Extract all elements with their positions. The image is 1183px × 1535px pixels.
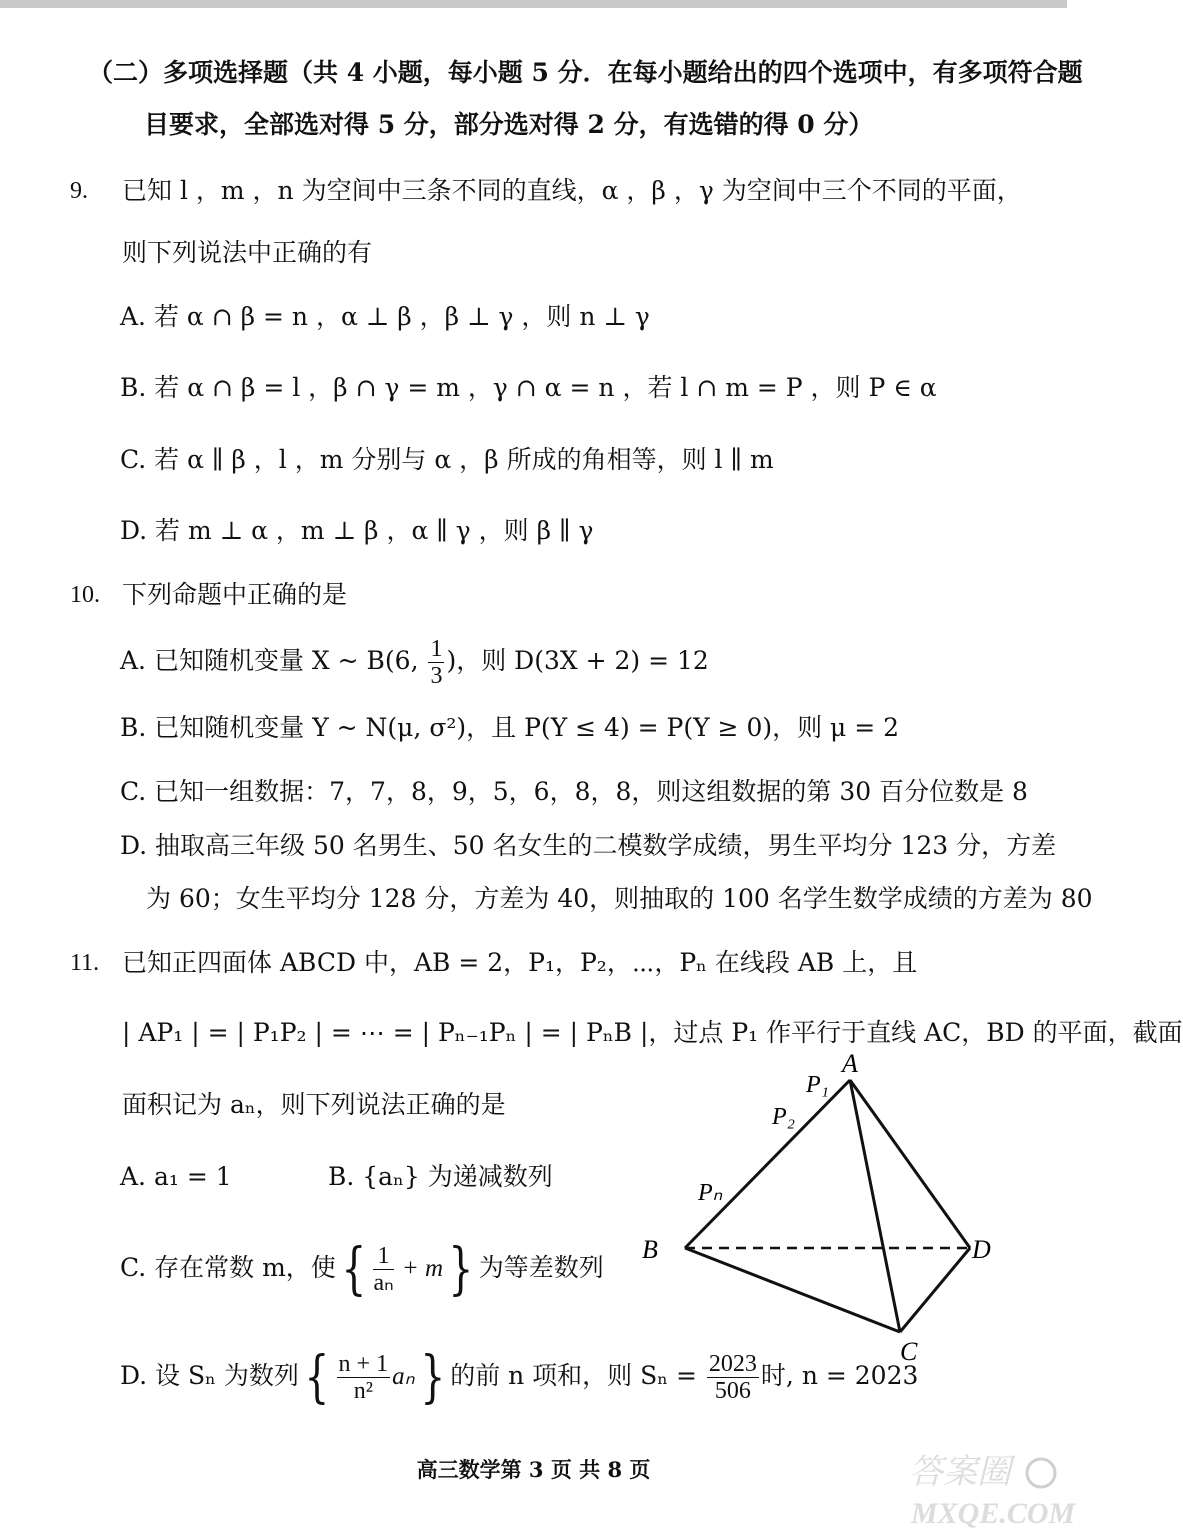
vertex-a-label: A — [842, 1049, 858, 1078]
q10-option-b: B. 已知随机变量 Y ~ N(μ, σ²)，且 P(Y ≤ 4) = P(Y ≥ 0)，则 μ = 2 — [120, 713, 900, 742]
page-footer: 高三数学第 3 页 共 8 页 — [416, 1457, 651, 1482]
point-p1-label: P₁ — [806, 1072, 830, 1098]
q11-stem-line1: 已知正四面体 ABCD 中，AB = 2，P₁，P₂，⋯，Pₙ 在线段 AB 上，且 — [122, 948, 918, 977]
left-brace: { — [304, 1344, 330, 1410]
q11-option-a: A. a₁ = 1 — [120, 1162, 232, 1191]
q9-option-c: C. 若 α ∥ β ，l ，m 分别与 α ，β 所成的角相等，则 l ∥ m — [120, 445, 774, 474]
q10-option-c: C. 已知一组数据：7，7，8，9，5，6，8，8，则这组数据的第 30 百分位数是 8 — [120, 777, 1028, 806]
edge-ac — [850, 1080, 900, 1332]
q11-option-c-pre: C. 存在常数 m，使 — [120, 1253, 336, 1282]
q11-c-fraction-den: aₙ — [373, 1270, 394, 1296]
left-brace: { — [341, 1236, 367, 1302]
q11-c-fraction-num: 1 — [373, 1243, 393, 1270]
q11-option-d-fraction — [337, 1351, 391, 1404]
scan-top-edge — [0, 0, 1067, 8]
q9-option-b: B. 若 α ∩ β = l ，β ∩ γ = m ，γ ∩ α = n ，若 l ∩ m = P ，则 P ∈ α — [120, 373, 937, 402]
right-brace: } — [448, 1236, 474, 1302]
q11-d-value-num: 2023 — [708, 1351, 757, 1377]
tetrahedron-figure — [630, 1040, 1010, 1380]
edge-bc — [685, 1248, 900, 1332]
q11-d-fraction-num: n + 1 — [338, 1351, 389, 1377]
point-pn-label: Pₙ — [698, 1180, 723, 1206]
vertex-b-label: B — [642, 1235, 658, 1264]
q11-option-b: B. {aₙ} 为递减数列 — [328, 1162, 553, 1191]
edge-ab — [685, 1080, 850, 1248]
section-title-line2: 目要求，全部选对得 5 分，部分选对得 2 分，有选错的得 0 分） — [144, 110, 874, 139]
q9-option-a: A. 若 α ∩ β = n ，α ⊥ β ，β ⊥ γ ，则 n ⊥ γ — [120, 302, 650, 331]
q10-a-fraction-den: 3 — [430, 663, 443, 689]
q10-option-a-pre: A. 已知随机变量 X ~ B(6, — [120, 646, 427, 675]
watermark-logo — [909, 1431, 1076, 1531]
q11-stem-line3: 面积记为 aₙ，则下列说法正确的是 — [122, 1090, 506, 1119]
edge-cd — [900, 1248, 970, 1332]
q11-option-d-mid: 的前 n 项和，则 Sₙ = — [450, 1361, 697, 1390]
q11-option-c-post: 为等差数列 — [478, 1253, 604, 1282]
q10-stem: 下列命题中正确的是 — [122, 580, 348, 609]
section-title-line1: （二）多项选择题（共 4 小题，每小题 5 分．在每小题给出的四个选项中，有多项符合题 — [88, 58, 1083, 87]
q11-option-c-fraction — [373, 1243, 393, 1296]
point-p2-label: P₂ — [772, 1104, 796, 1130]
q10-option-d-line2: 为 60；女生平均分 128 分，方差为 40，则抽取的 100 名学生数学成绩的方差为 80 — [146, 884, 1093, 913]
q10-option-a — [120, 634, 709, 689]
q9-stem-line2: 则下列说法中正确的有 — [122, 238, 373, 267]
svg-text:答案圈: 答案圈 — [909, 1454, 1011, 1491]
right-brace: } — [419, 1344, 445, 1410]
q11-option-d-post: 时, n = 2023 — [760, 1361, 919, 1390]
q9-option-d: D. 若 m ⊥ α ，m ⊥ β ，α ∥ γ ，则 β ∥ γ — [120, 516, 594, 545]
q11-option-d-inner: aₙ — [392, 1363, 415, 1390]
q11-option-c-inner: + m — [395, 1255, 444, 1282]
q11-d-value-den: 506 — [714, 1378, 751, 1404]
q11-option-c — [120, 1228, 604, 1310]
q11-stem-line2: | AP₁ | = | P₁P₂ | = ⋯ = | Pₙ₋₁Pₙ | = | PₙB |，过点 P₁ 作平行于直线 AC，BD 的平面，截面 — [122, 1018, 1183, 1047]
q10-a-fraction-num: 1 — [430, 636, 443, 662]
q11-d-fraction-den: n² — [353, 1378, 373, 1404]
q10-option-d-line1: D. 抽取高三年级 50 名男生、50 名女生的二模数学成绩，男生平均分 123 分，方差 — [120, 831, 1057, 860]
q10-option-a-fraction — [428, 636, 444, 689]
q11-option-d-pre: D. 设 Sₙ 为数列 — [120, 1361, 299, 1390]
q11-number: 11. — [70, 950, 100, 976]
vertex-c-label: C — [900, 1337, 918, 1366]
q9-stem-line1: 已知 l ，m ，n 为空间中三条不同的直线，α ，β ，γ 为空间中三个不同的平面， — [122, 176, 1022, 205]
q9-number: 9. — [70, 178, 88, 204]
q10-number: 10. — [70, 582, 100, 608]
vertex-d-label: D — [972, 1235, 991, 1264]
svg-text:MXQE.COM: MXQE.COM — [911, 1497, 1076, 1530]
q10-option-a-post: )，则 D(3X + 2) = 12 — [446, 646, 709, 675]
